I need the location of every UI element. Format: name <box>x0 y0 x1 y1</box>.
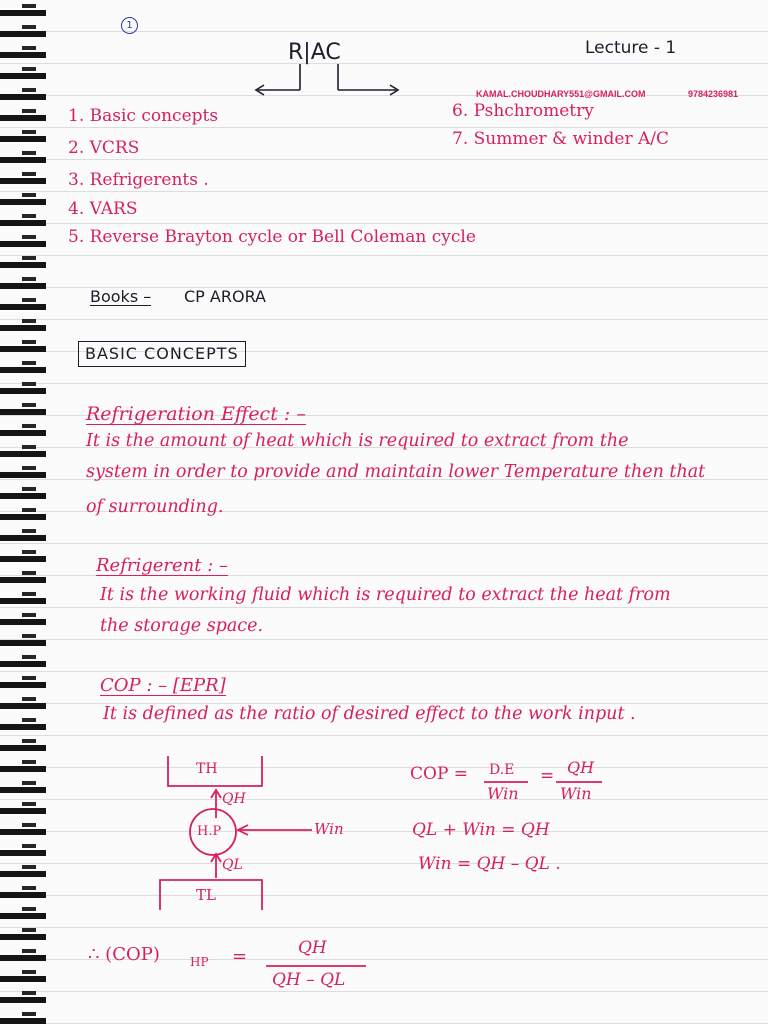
definition-text: of surrounding. <box>86 497 224 517</box>
work-in-label: Win <box>314 820 344 838</box>
topic-item: 3. Refrigerents . <box>68 170 209 190</box>
books-label: Books – <box>90 287 152 306</box>
section-heading: BASIC CONCEPTS <box>78 341 246 367</box>
topic-item: 5. Reverse Brayton cycle or Bell Coleman cycle <box>68 227 476 247</box>
cop-frac2-numerator: QH <box>567 758 595 777</box>
definition-term: COP : – [EPR] <box>100 675 226 696</box>
cop-frac2-denominator: Win <box>560 784 592 803</box>
final-cop-subscript: HP <box>190 955 209 969</box>
topic-item: 2. VCRS <box>68 138 140 158</box>
email: KAMAL.CHOUDHARY551@GMAIL.COM <box>476 89 646 99</box>
definition-term: Refrigerent : – <box>96 555 228 576</box>
machine-label: H.P <box>197 824 222 839</box>
phone: 9784236981 <box>688 89 739 99</box>
topic-item: 6. Pshchrometry <box>452 101 594 121</box>
definition-text: It is the amount of heat which is required to extract from the <box>86 431 629 451</box>
definition-text: It is the working fluid which is required to extract the heat from <box>100 585 671 605</box>
lecture-label: Lecture - 1 <box>585 38 677 58</box>
heat-out-label: QH <box>222 791 246 807</box>
topic-item: 7. Summer & winder A/C <box>452 129 670 149</box>
bottom-reservoir-label: TL <box>196 886 216 904</box>
cop-frac1-numerator: D.E <box>489 762 515 778</box>
final-numerator: QH <box>298 938 327 958</box>
final-equals: = <box>232 946 248 967</box>
definition-text: system in order to provide and maintain lower Temperature then that <box>86 462 706 482</box>
cop-equals: = <box>540 766 555 786</box>
topic-item: 4. VARS <box>68 199 138 219</box>
final-cop-lhs: ∴ (COP) <box>88 944 160 965</box>
final-denominator: QH – QL <box>272 970 346 990</box>
cop-frac1-denominator: Win <box>487 784 519 803</box>
heat-in-label: QL <box>222 857 243 873</box>
cop-lhs: COP = <box>410 764 469 784</box>
definition-text: It is defined as the ratio of desired effect to the work input . <box>103 704 636 724</box>
page-number-badge: 1 <box>121 17 138 34</box>
topic-item: 1. Basic concepts <box>68 106 219 126</box>
top-reservoir-label: TH <box>196 761 218 777</box>
energy-balance: QL + Win = QH <box>412 820 550 840</box>
books-value: CP ARORA <box>184 287 266 306</box>
definition-term: Refrigeration Effect : – <box>86 403 306 425</box>
title: R|AC <box>288 40 341 65</box>
work-input-expression: Win = QH – QL . <box>418 854 561 874</box>
definition-text: the storage space. <box>100 616 264 636</box>
